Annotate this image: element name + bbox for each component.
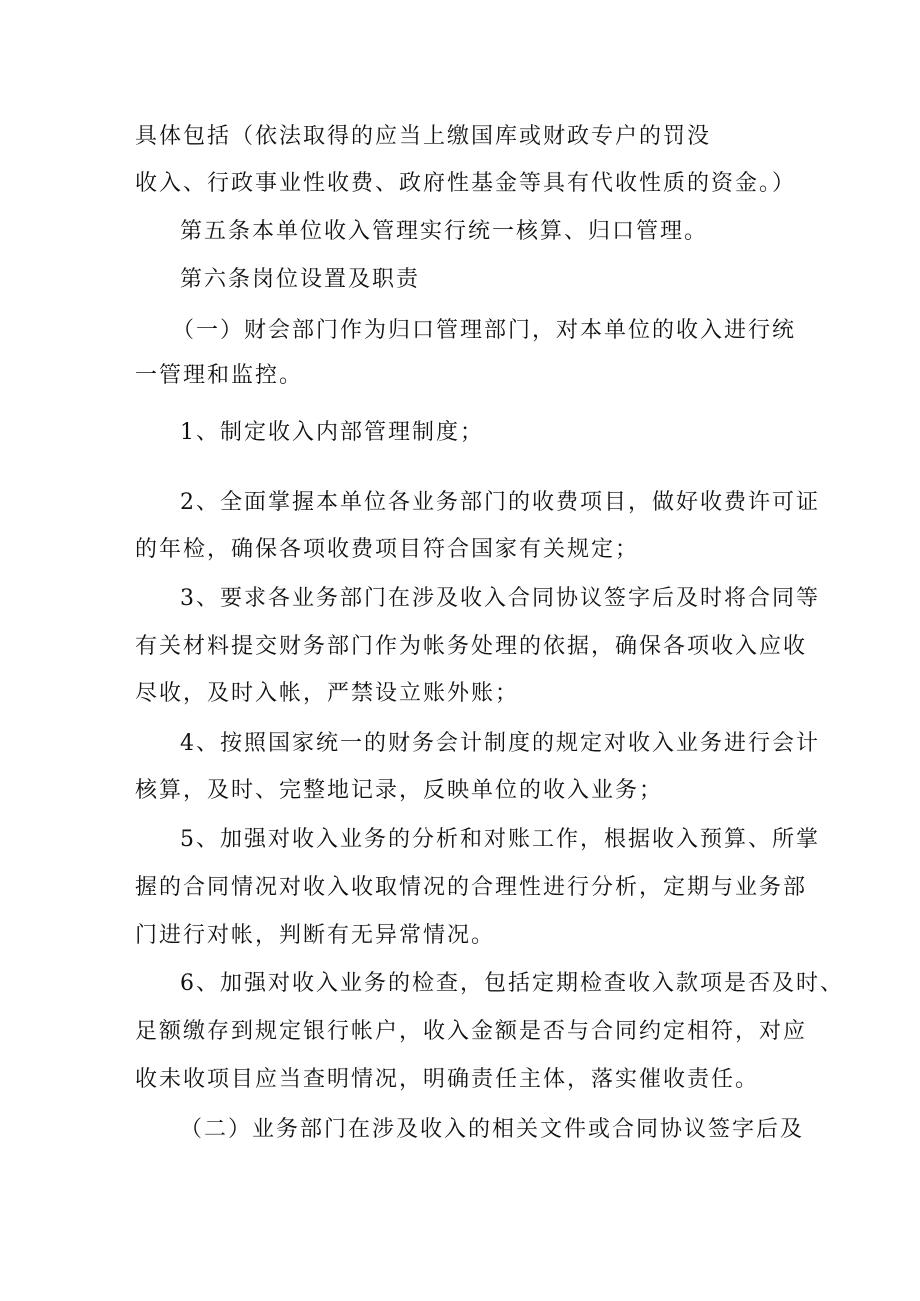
paragraph-line: 握的合同情况对收入收取情况的合理性进行分析，定期与业务部 (135, 875, 808, 900)
paragraph-line: 具体包括（依法取得的应当上缴国库或财政专户的罚没 (135, 124, 712, 149)
list-item-3: 3、要求各业务部门在涉及收入合同协议签字后及时将合同等 (180, 586, 820, 611)
paragraph-line: 收未收项目应当查明情况，明确责任主体，落实催收责任。 (135, 1067, 760, 1092)
paragraph-line: 足额缴存到规定银行帐户，收入金额是否与合同约定相符，对应 (135, 1019, 808, 1044)
paragraph-line: 的年检，确保各项收费项目符合国家有关规定； (135, 537, 640, 562)
paragraph-line: 核算，及时、完整地记录，反映单位的收入业务； (135, 778, 664, 803)
section-2-heading: （二）业务部门在涉及收入的相关文件或合同协议签字后及 (180, 1117, 805, 1142)
paragraph-line: 门进行对帐，判断有无异常情况。 (135, 923, 496, 948)
paragraph-line: 一管理和监控。 (135, 363, 304, 388)
paragraph-line: 尽收，及时入帐，严禁设立账外账； (135, 681, 520, 706)
article-6-heading: 第六条岗位设置及职责 (180, 267, 421, 292)
paragraph-line: 收入、行政事业性收费、政府性基金等具有代收性质的资金。） (135, 171, 797, 196)
list-item-5: 5、加强对收入业务的分析和对账工作，根据收入预算、所掌 (180, 827, 820, 852)
list-item-2: 2、全面掌握本单位各业务部门的收费项目，做好收费许可证 (180, 490, 820, 515)
list-item-1: 1、制定收入内部管理制度； (180, 420, 484, 445)
section-1-heading: （一）财会部门作为归口管理部门，对本单位的收入进行统 (172, 318, 797, 343)
article-5: 第五条本单位收入管理实行统一核算、归口管理。 (180, 219, 709, 244)
list-item-4: 4、按照国家统一的财务会计制度的规定对收入业务进行会计 (180, 731, 820, 756)
paragraph-line: 有关材料提交财务部门作为帐务处理的依据，确保各项收入应收 (135, 634, 808, 659)
list-item-6: 6、加强对收入业务的检查，包括定期检查收入款项是否及时、 (180, 971, 844, 996)
